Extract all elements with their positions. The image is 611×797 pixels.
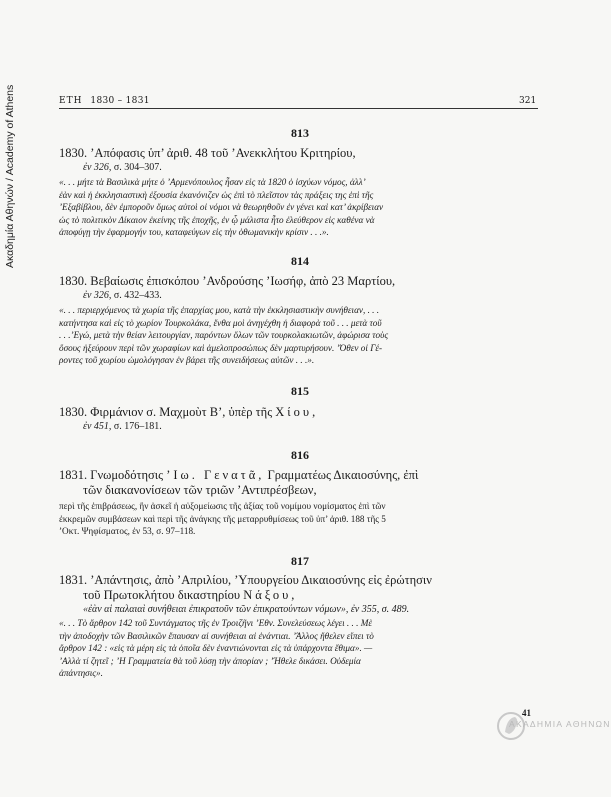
quote-line: . . .’Εγώ, μετὰ τὴν θείαν λειτουργίαν, παρόντων ὅλων τῶν τουρκολακιωτῶν, ἀφώρισα τοὺς — [59, 330, 389, 341]
header-rule — [59, 108, 538, 109]
quote-line: ’Εξαβίβλου, δὲν ἐμποροῦν ὅμως αὐτοὶ οἱ νόμοι νὰ θεωρηθοῦν ἐν γένει καὶ κατ’ ἀκρίβειαν — [59, 202, 384, 213]
entry-quote — [59, 304, 539, 367]
entry-heading-continuation: τῶν διακανονίσεων τῶν τριῶν ’Αντιπρέσβεων, — [83, 483, 317, 497]
quote-line: ὡς τὸ πολιτικὸν Δίκαιον ἐκείνης τῆς ἐποχῆς, ἐν ᾧ μάλιστα ἦτο ἐλεύθερον εἰς καθένα νὰ — [59, 214, 375, 225]
entry-817 — [59, 573, 539, 680]
archive-side-label: Ακαδημία Αθηνών / Academy of Athens — [4, 84, 16, 268]
entry-reference: ἐν 326, σ. 304–307. — [83, 162, 162, 173]
entry-813 — [59, 146, 539, 239]
quote-line: ἄρθρον 142 : «εἰς τὰ μέρη εἰς τὰ ὁποῖα δὲν ἐναντιώνονται εἰς τὰ ὑπάρχοντα ἔθιμα». — — [59, 643, 373, 654]
quote-line: «. . . Τὸ ἄρθρον 142 τοῦ Συντάγματος τῆς ἐν Τροιζῆνι ’Εθν. Συνελεύσεως λέγει . . . Μὲ — [59, 618, 372, 628]
entry-heading: 1830. Φιρμάνιον σ. Μαχμοὺτ Β’, ὑπὲρ τῆς Χίου, — [59, 405, 319, 419]
entry-heading-continuation: τοῦ Πρωτοκλήτου δικαστηρίου Νάξου, — [83, 588, 298, 602]
running-head — [59, 96, 150, 106]
quote-line: ὅσους ἠξεύρουν περὶ τῶν χωραφίων καὶ ἀμελοπροσώπως δὲν μαρτυρήσουν. ’Όθεν οἱ Γέ- — [59, 342, 383, 353]
entry-quote — [59, 617, 539, 680]
entry-814 — [59, 274, 539, 367]
document-number-817: 817 — [291, 554, 309, 568]
quote-line: τὴν ἀποδοχὴν τῶν Βασιλικῶν ἔπαυσαν αἱ συνήθειαι αἱ ἐνάντιαι. ’Άλλος ἤθελεν εἴπει τὸ — [59, 630, 374, 641]
quote-line: ’Αλλὰ τί ζητεῖ ; ’Η Γραμματεία θὰ τοῦ λύσῃ τὴν ἀπορίαν ; ’Ήθελε δικάσει. Οὐδεμία — [59, 655, 361, 666]
document-number-815: 815 — [291, 384, 309, 398]
quote-line: ἀπάντησις». — [59, 668, 103, 679]
quote-line: «. . . περιερχόμενος τὰ χωρία τῆς ἐπαρχίας μου, κατὰ τὴν ἐκκλησιαστικὴν συνήθειαν, . . . — [59, 305, 380, 315]
entry-reference: ἐν 326, σ. 432–433. — [83, 290, 162, 301]
summary-line: ἐκκρεμῶν συμβάσεων καὶ περὶ τῆς ἀνάγκης τῆς μεταρρυθμίσεως τοῦ ὑπ’ ἀριθ. 188 τῆς 5 — [59, 513, 386, 524]
quote-line: κατήντησα καὶ εἰς τὸ χωρίον Τουρκολάκα, ἔνθα μοὶ ἀνηγέχθη ἡ διαφορὰ τοῦ . . . μετὰ τοῦ — [59, 317, 382, 328]
document-number-813: 813 — [291, 126, 309, 140]
summary-line: ’Οκτ. Ψηφίσματος, ἐν 53, σ. 97–118. — [59, 526, 196, 537]
entry-heading: 1831. Γνωμοδότησις ’Ιω. Γενατᾶ, Γραμματέως Δικαιοσύνης, ἐπὶ — [59, 468, 419, 482]
entry-heading: 1831. ’Απάντησις, ἀπὸ ’Απριλίου, ’Υπουργείου Δικαιοσύνης εἰς ἐρώτησιν — [59, 573, 432, 587]
entry-816 — [59, 468, 539, 538]
entry-815 — [59, 405, 539, 433]
entry-quote — [59, 176, 539, 239]
quote-line: ροντες τοῦ χωρίου ὡμολόγησαν ἐν βάρει τῆς συνειδήσεως αὐτῶν . . .». — [59, 355, 315, 366]
quote-line: ἀποφύγῃ τὴν ἐφαρμογήν του, καταφεύγων εἰς τὴν ὀθωμανικὴν κρίσιν . . .». — [59, 227, 329, 238]
entry-heading: 1830. ’Απόφασις ὑπ’ ἀριθ. 48 τοῦ ’Ανεκκλήτου Κριτηρίου, — [59, 146, 356, 160]
quote-line: «. . . μήτε τὰ Βασιλικὰ μήτε ὁ ’Αρμενόπουλος ἦσαν εἰς τὰ 1820 ὁ ἰσχύων νόμος, ἀλλ’ — [59, 177, 366, 187]
footer-watermark-text: ΑΚΑΔΗΜΙΑ ΑΘΗΝΩΝ — [509, 719, 611, 729]
entry-reference: «ἐὰν αἱ παλαιαὶ συνήθειαι ἐπικρατοῦν τῶν ἐπικρατούντων νόμων», ἐν 355, σ. 489. — [83, 604, 410, 615]
footer-page-number: 41 — [522, 708, 531, 718]
document-number-816: 816 — [291, 448, 309, 462]
summary-line: περὶ τῆς ἐπιβράσεως, ἣν ἀσκεῖ ἡ αὐξομείωσις τῆς ἀξίας τοῦ νομίμου νομίσματος ἐπὶ τῶν — [59, 501, 386, 511]
document-number-814: 814 — [291, 254, 309, 268]
quote-line: ἐὰν καὶ ἡ ἐκκλησιαστικὴ ἐξουσία ἐκανόνιζεν ὡς ἐπὶ τὸ πλεῖστον τὰς πράξεις της ἐπὶ τῆς — [59, 189, 374, 200]
entry-reference: ἐν 451, σ. 176–181. — [83, 421, 162, 432]
page-number: 321 — [519, 96, 537, 106]
entry-heading: 1830. Βεβαίωσις ἐπισκόπου ’Ανδρούσης ’Ιωσήφ, ἀπὸ 23 Μαρτίου, — [59, 274, 396, 288]
running-head-years: 1830 – 1831 — [90, 96, 150, 106]
entry-summary — [59, 500, 539, 538]
running-head-title: ΕΤΗ — [59, 96, 83, 106]
